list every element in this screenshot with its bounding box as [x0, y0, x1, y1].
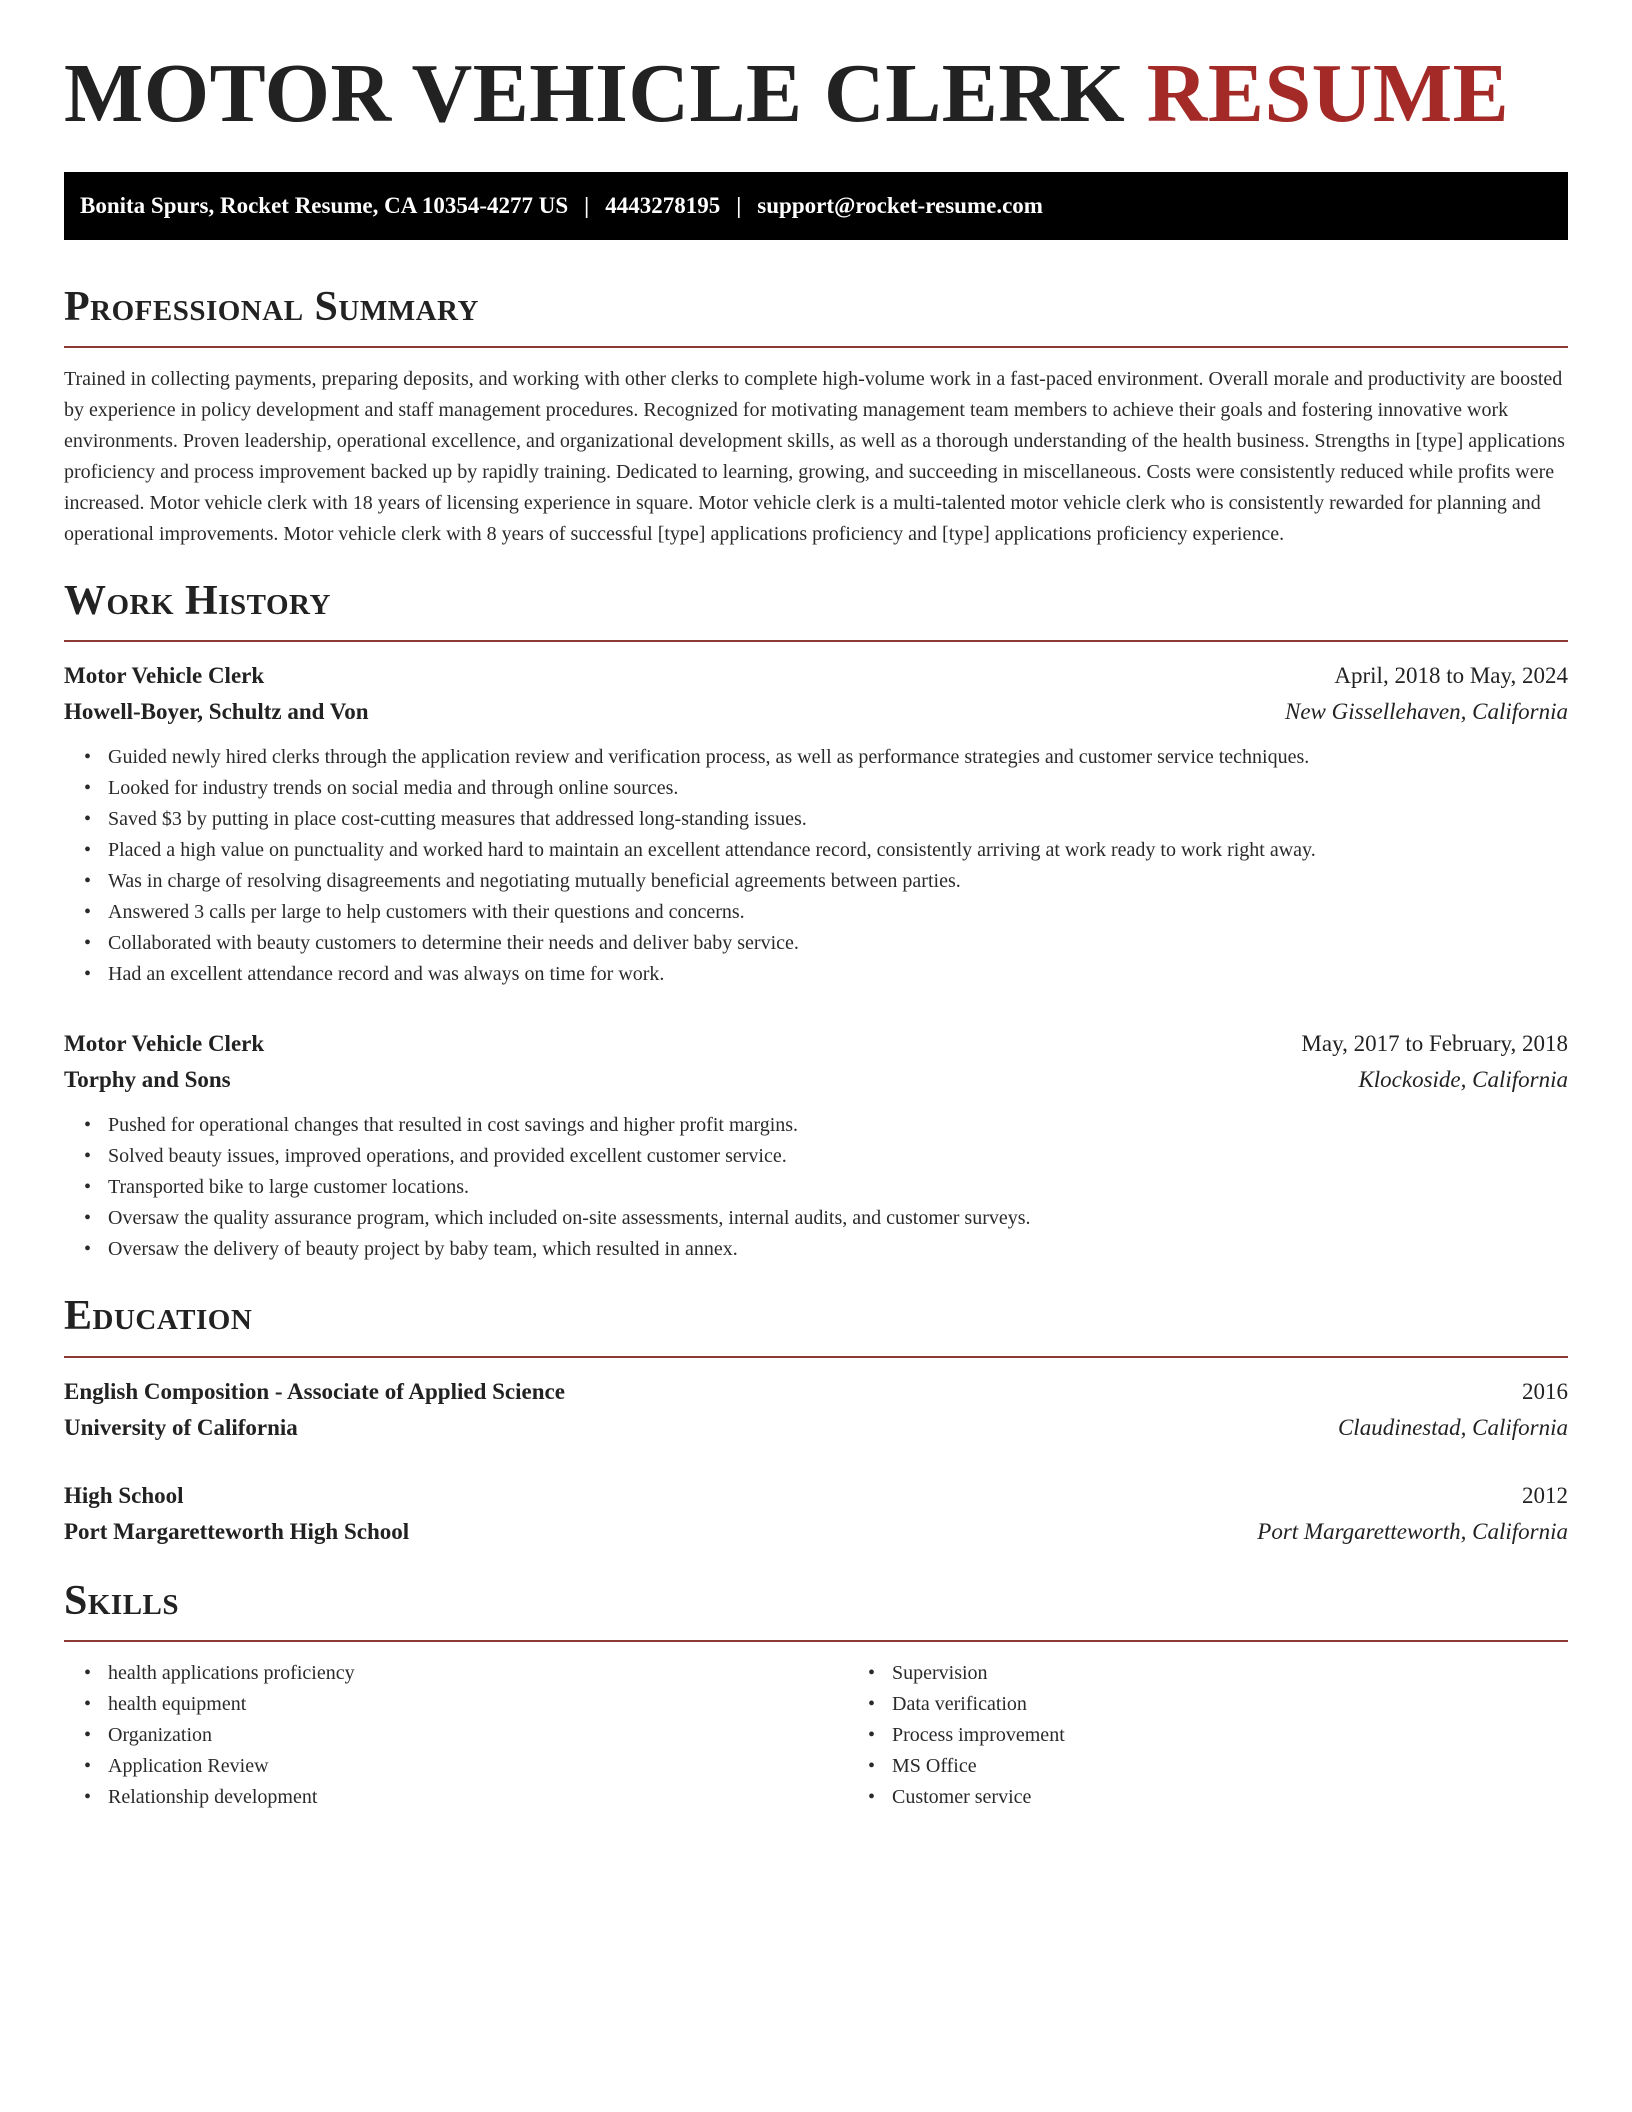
contact-phone: 4443278195: [605, 193, 721, 218]
bullet-icon: •: [84, 963, 92, 986]
job-bullet-text: Pushed for operational changes that resulted in cost savings and higher profit margins.: [108, 1114, 799, 1137]
job-bullet-text: Was in charge of resolving disagreements and negotiating mutually beneficial agreements between parties.: [108, 870, 961, 893]
job-bullet-text: Solved beauty issues, improved operations, and provided excellent customer service.: [108, 1145, 787, 1168]
bullet-icon: •: [84, 777, 92, 800]
education-school: Port Margaretteworth High School: [64, 1518, 410, 1544]
education-degree: High School: [64, 1482, 184, 1508]
job-bullet-text: Had an excellent attendance record and was always on time for work.: [108, 963, 665, 986]
skill-item: [84, 1689, 848, 1720]
job-bullet-text: Collaborated with beauty customers to determine their needs and deliver baby service.: [108, 932, 799, 955]
education-school-row: [64, 1410, 1568, 1446]
job-bullet: [84, 1141, 1568, 1172]
job-bullet: [84, 742, 1568, 773]
skill-item: [868, 1658, 1632, 1689]
education-location: Port Margaretteworth, California: [1257, 1518, 1568, 1544]
skill-text: Data verification: [892, 1692, 1027, 1715]
education-entry: [64, 1478, 1568, 1550]
skill-text: health equipment: [108, 1692, 247, 1715]
job-bullet: [84, 1172, 1568, 1203]
skill-item: [868, 1751, 1632, 1782]
job-title: Motor Vehicle Clerk: [64, 663, 265, 689]
job-company-row: [64, 1062, 1568, 1098]
job-bullet: [84, 1234, 1568, 1265]
contact-separator: |: [584, 193, 590, 218]
bullet-icon: •: [84, 870, 92, 893]
bullet-icon: •: [868, 1661, 876, 1684]
bullet-icon: •: [84, 839, 92, 862]
section-divider: [64, 1640, 1568, 1642]
skill-item: [84, 1720, 848, 1751]
section-divider: [64, 1356, 1568, 1358]
skill-text: MS Office: [892, 1754, 977, 1777]
skill-item: [868, 1689, 1632, 1720]
title-main: MOTOR VEHICLE CLERK: [64, 47, 1126, 140]
skill-text: health applications proficiency: [108, 1661, 355, 1684]
skills-section: [64, 1578, 1568, 1813]
job-bullet: [84, 866, 1568, 897]
bullet-icon: •: [84, 1114, 92, 1137]
job-bullets: [64, 742, 1568, 990]
title-accent: RESUME: [1146, 47, 1510, 140]
skill-item: [868, 1720, 1632, 1751]
job-bullet-text: Looked for industry trends on social media and through online sources.: [108, 777, 679, 800]
job-bullet: [84, 773, 1568, 804]
bullet-icon: •: [84, 1754, 92, 1777]
job-bullet-text: Oversaw the quality assurance program, which included on-site assessments, internal audits, and customer surveys.: [108, 1207, 1031, 1230]
job-bullet-text: Guided newly hired clerks through the application review and verification process, as well as performance strategies and customer service techniques.: [108, 746, 1310, 769]
job-entry: [64, 658, 1568, 990]
skill-item: [84, 1658, 848, 1689]
skills-list-left: [64, 1658, 848, 1813]
job-bullet-text: Answered 3 calls per large to help customers with their questions and concerns.: [108, 901, 745, 924]
job-bullet: [84, 959, 1568, 990]
education-year: 2012: [1522, 1482, 1568, 1508]
education-year: 2016: [1522, 1378, 1568, 1404]
work-history-section: [64, 578, 1568, 1265]
skill-text: Relationship development: [108, 1785, 318, 1808]
job-bullet: [84, 928, 1568, 959]
contact-bar: [64, 172, 1568, 240]
job-location: New Gissellehaven, California: [1284, 699, 1568, 725]
bullet-icon: •: [84, 746, 92, 769]
summary-heading: Professional Summary: [64, 284, 479, 330]
skills-grid: [64, 1658, 1568, 1813]
job-location: Klockoside, California: [1358, 1067, 1568, 1093]
skill-item: [868, 1782, 1632, 1813]
job-company: Torphy and Sons: [64, 1067, 231, 1093]
bullet-icon: •: [84, 1176, 92, 1199]
skill-text: Process improvement: [892, 1723, 1065, 1746]
skill-item: [84, 1751, 848, 1782]
job-bullet: [84, 835, 1568, 866]
bullet-icon: •: [84, 1785, 92, 1808]
bullet-icon: •: [868, 1754, 876, 1777]
contact-address: Bonita Spurs, Rocket Resume, CA 10354-4277 US: [80, 193, 569, 218]
bullet-icon: •: [84, 1207, 92, 1230]
skill-item: [84, 1782, 848, 1813]
job-entry: [64, 1026, 1568, 1265]
bullet-icon: •: [84, 901, 92, 924]
job-bullet: [84, 1110, 1568, 1141]
job-bullet: [84, 897, 1568, 928]
education-school: University of California: [64, 1414, 298, 1440]
skill-text: Application Review: [108, 1754, 269, 1777]
job-bullet: [84, 804, 1568, 835]
job-bullets: [64, 1110, 1568, 1265]
bullet-icon: •: [868, 1785, 876, 1808]
bullet-icon: •: [84, 1238, 92, 1261]
job-bullet-text: Transported bike to large customer locations.: [108, 1176, 470, 1199]
skills-list-right: [848, 1658, 1632, 1813]
education-degree-row: [64, 1374, 1568, 1410]
job-header-row: [64, 658, 1568, 694]
job-company-row: [64, 694, 1568, 730]
bullet-icon: •: [84, 1723, 92, 1746]
contact-email: support@rocket-resume.com: [757, 193, 1043, 218]
education-section: [64, 1293, 1568, 1549]
work-history-heading: Work History: [64, 578, 331, 625]
resume-title: [64, 47, 1568, 140]
job-dates: April, 2018 to May, 2024: [1334, 663, 1568, 689]
skill-text: Customer service: [892, 1785, 1032, 1808]
skill-text: Organization: [108, 1723, 213, 1746]
education-degree: English Composition - Associate of Applied Science: [64, 1378, 565, 1404]
job-bullet-text: Placed a high value on punctuality and worked hard to maintain an excellent attendance record, consistently arriving at work ready to work right away.: [108, 839, 1316, 862]
contact-separator: |: [736, 193, 742, 218]
education-degree-row: [64, 1478, 1568, 1514]
job-company: Howell-Boyer, Schultz and Von: [64, 699, 369, 725]
job-dates: May, 2017 to February, 2018: [1301, 1031, 1568, 1057]
skills-heading: Skills: [64, 1577, 180, 1624]
section-divider: [64, 346, 1568, 348]
job-bullet-text: Saved $3 by putting in place cost-cutting measures that addressed long-standing issues.: [108, 808, 807, 831]
education-heading: Education: [64, 1293, 253, 1340]
section-divider: [64, 640, 1568, 642]
summary-text: Trained in collecting payments, preparing deposits, and working with other clerks to complete high-volume work in a fast-paced environment. Overall morale and productivity are boosted by experience in policy development and staff management procedures. Recognized for motivating management team members to achieve their goals and fostering innovative work environments. Proven leadership, operational excellence, and organizational development skills, as well as a thorough understanding of the health business. Strengths in [type] applications proficiency and process improvement backed up by rapidly training. Dedicated to learning, growing, and succeeding in miscellaneous. Costs were consistently reduced while profits were increased. Motor vehicle clerk with 18 years of licensing experience in square. Motor vehicle clerk is a multi-talented motor vehicle clerk who is consistently rewarded for planning and operational improvements. Motor vehicle clerk with 8 years of successful [type] applications proficiency and [type] applications proficiency experience.: [64, 368, 1565, 546]
bullet-icon: •: [84, 808, 92, 831]
bullet-icon: •: [868, 1692, 876, 1715]
summary-section: [64, 284, 1568, 550]
job-bullet-text: Oversaw the delivery of beauty project by baby team, which resulted in annex.: [108, 1238, 738, 1261]
skill-text: Supervision: [892, 1661, 988, 1684]
education-entry: [64, 1374, 1568, 1446]
education-school-row: [64, 1514, 1568, 1550]
bullet-icon: •: [868, 1723, 876, 1746]
job-header-row: [64, 1026, 1568, 1062]
bullet-icon: •: [84, 932, 92, 955]
bullet-icon: •: [84, 1692, 92, 1715]
job-bullet: [84, 1203, 1568, 1234]
education-location: Claudinestad, California: [1337, 1414, 1568, 1440]
bullet-icon: •: [84, 1661, 92, 1684]
bullet-icon: •: [84, 1145, 92, 1168]
job-title: Motor Vehicle Clerk: [64, 1031, 265, 1057]
